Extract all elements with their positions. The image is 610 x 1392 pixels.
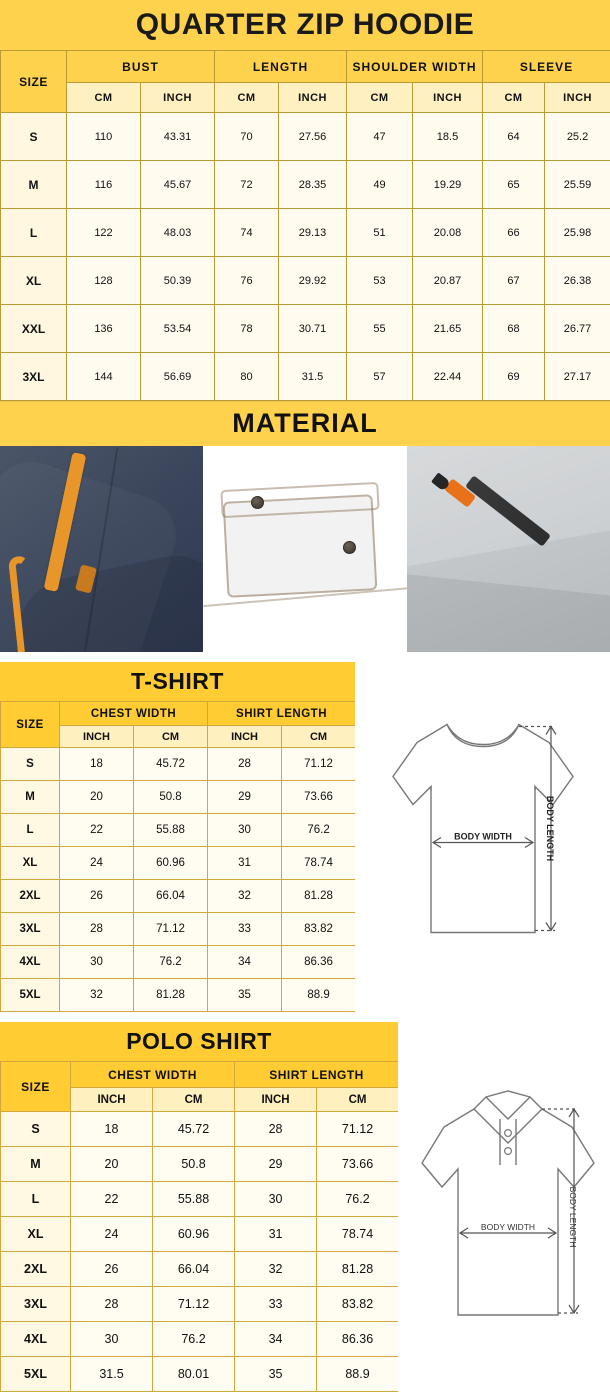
cell: 86.36 [317,1322,399,1357]
cell: 30 [208,814,282,847]
cell: 136 [67,305,141,353]
table-row [1,113,610,161]
polo-size-table [0,1061,399,1392]
cell: 76.2 [153,1322,235,1357]
tan-pocket-snap-photo [203,446,406,652]
cell: 28 [71,1287,153,1322]
cell: 55.88 [134,814,208,847]
hoodie-size-s: S [1,113,67,161]
cell: 28 [60,913,134,946]
cell: 35 [235,1357,317,1392]
table-row [1,1357,399,1392]
cell: 55.88 [153,1182,235,1217]
tshirt-group-header-row [1,702,356,726]
cell: 50.8 [153,1147,235,1182]
cell: 76.2 [134,946,208,979]
cell: 57 [347,353,413,401]
tshirt-group-shirt-length: SHIRT LENGTH [208,702,356,726]
cell: 65 [483,161,545,209]
cell: 83.82 [317,1287,399,1322]
hoodie-group-header-row [1,51,610,83]
tshirt-size-l: L [1,814,60,847]
tshirt-unit-length-cm: CM [282,726,356,748]
hoodie-group-length: LENGTH [215,51,347,83]
tshirt-size-table [0,701,356,1012]
tshirt-unit-chest-inch: INCH [60,726,134,748]
cell: 56.69 [141,353,215,401]
cell: 45.72 [134,748,208,781]
table-row [1,781,356,814]
cell: 29.13 [279,209,347,257]
tshirt-size-5xl: 5XL [1,979,60,1012]
cell: 73.66 [282,781,356,814]
cell: 81.28 [134,979,208,1012]
cell: 45.72 [153,1112,235,1147]
hoodie-title: QUARTER ZIP HOODIE [0,0,610,50]
table-row [1,1322,399,1357]
tshirt-section [0,662,610,1012]
cell: 70 [215,113,279,161]
table-row [1,209,610,257]
tshirt-unit-length-inch: INCH [208,726,282,748]
material-photo-strip [0,446,610,652]
cell: 22 [60,814,134,847]
cell: 26.38 [545,257,610,305]
cell: 83.82 [282,913,356,946]
fabric-shadow [407,574,610,652]
tshirt-diagram-wrap [355,662,610,1012]
cell: 27.56 [279,113,347,161]
cell: 28 [208,748,282,781]
section-divider [0,652,610,662]
cell: 80.01 [153,1357,235,1392]
cell: 30 [60,946,134,979]
cell: 68 [483,305,545,353]
cell: 18 [71,1112,153,1147]
polo-size-4xl: 4XL [1,1322,71,1357]
cell: 26.77 [545,305,610,353]
cell: 32 [208,880,282,913]
table-row [1,913,356,946]
cell: 25.59 [545,161,610,209]
hoodie-size-header: SIZE [1,51,67,113]
cell: 80 [215,353,279,401]
table-row [1,1112,399,1147]
table-row [1,1252,399,1287]
cell: 32 [235,1252,317,1287]
hoodie-group-shoulder-width: SHOULDER WIDTH [347,51,483,83]
polo-diagram-wrap [398,1022,610,1392]
polo-group-header-row [1,1062,399,1088]
table-row [1,257,610,305]
cell: 64 [483,113,545,161]
cell: 30.71 [279,305,347,353]
polo-size-s: S [1,1112,71,1147]
tshirt-unit-chest-cm: CM [134,726,208,748]
cell: 22 [71,1182,153,1217]
material-title: MATERIAL [0,401,610,446]
hoodie-unit-length-inch: INCH [279,83,347,113]
tshirt-body-length-label: BODY LENGTH [545,796,555,861]
table-row [1,353,610,401]
cell: 33 [208,913,282,946]
table-row [1,748,356,781]
tshirt-size-m: M [1,781,60,814]
polo-size-5xl: 5XL [1,1357,71,1392]
polo-size-2xl: 2XL [1,1252,71,1287]
hoodie-size-m: M [1,161,67,209]
tshirt-table-wrap [0,662,355,1012]
hoodie-size-xl: XL [1,257,67,305]
cell: 31 [208,847,282,880]
cell: 122 [67,209,141,257]
hoodie-unit-bust-inch: INCH [141,83,215,113]
hoodie-unit-sleeve-inch: INCH [545,83,610,113]
polo-unit-length-inch: INCH [235,1088,317,1112]
table-row [1,979,356,1012]
hoodie-size-table [0,50,610,401]
cell: 110 [67,113,141,161]
cell: 51 [347,209,413,257]
cell: 76.2 [282,814,356,847]
cell: 76.2 [317,1182,399,1217]
cell: 53 [347,257,413,305]
cell: 26 [60,880,134,913]
cell: 31.5 [279,353,347,401]
hoodie-unit-shoulder-inch: INCH [413,83,483,113]
polo-size-3xl: 3XL [1,1287,71,1322]
cell: 34 [235,1322,317,1357]
cell: 144 [67,353,141,401]
polo-group-shirt-length: SHIRT LENGTH [235,1062,399,1088]
cell: 29 [235,1147,317,1182]
cell: 55 [347,305,413,353]
cell: 30 [235,1182,317,1217]
table-row [1,161,610,209]
cell: 47 [347,113,413,161]
cell: 31.5 [71,1357,153,1392]
hoodie-group-sleeve: SLEEVE [483,51,610,83]
polo-size-m: M [1,1147,71,1182]
cell: 69 [483,353,545,401]
navy-hoodie-drawstring-photo [0,446,203,652]
polo-section [0,1022,610,1392]
cell: 32 [60,979,134,1012]
hoodie-unit-length-cm: CM [215,83,279,113]
cell: 60.96 [153,1217,235,1252]
polo-title: POLO SHIRT [0,1022,398,1061]
polo-table-wrap [0,1022,398,1392]
cell: 20.87 [413,257,483,305]
cell: 18 [60,748,134,781]
cell: 66 [483,209,545,257]
hoodie-size-3xl: 3XL [1,353,67,401]
polo-group-chest-width: CHEST WIDTH [71,1062,235,1088]
tshirt-size-2xl: 2XL [1,880,60,913]
cell: 28 [235,1112,317,1147]
hoodie-unit-shoulder-cm: CM [347,83,413,113]
cell: 66.04 [153,1252,235,1287]
cell: 20 [71,1147,153,1182]
cell: 66.04 [134,880,208,913]
cell: 78.74 [282,847,356,880]
cell: 78 [215,305,279,353]
hoodie-unit-sleeve-cm: CM [483,83,545,113]
hoodie-size-xxl: XXL [1,305,67,353]
table-row [1,847,356,880]
cell: 116 [67,161,141,209]
cell: 73.66 [317,1147,399,1182]
cell: 27.17 [545,353,610,401]
tshirt-size-4xl: 4XL [1,946,60,979]
polo-size-xl: XL [1,1217,71,1252]
cell: 48.03 [141,209,215,257]
cell: 71.12 [317,1112,399,1147]
cell: 86.36 [282,946,356,979]
table-row [1,880,356,913]
cell: 128 [67,257,141,305]
polo-body-length-label: BODY LENGTH [568,1187,578,1248]
cell: 24 [71,1217,153,1252]
table-row [1,1182,399,1217]
cell: 34 [208,946,282,979]
polo-measure-diagram [398,1022,610,1392]
hoodie-group-bust: BUST [67,51,215,83]
cell: 78.74 [317,1217,399,1252]
polo-body-width-label: BODY WIDTH [481,1222,535,1232]
cell: 81.28 [282,880,356,913]
table-row [1,305,610,353]
tshirt-size-s: S [1,748,60,781]
cell: 30 [71,1322,153,1357]
cell: 29 [208,781,282,814]
cell: 71.12 [153,1287,235,1322]
cell: 18.5 [413,113,483,161]
grey-fleece-pen-photo [407,446,610,652]
cell: 50.8 [134,781,208,814]
cell: 60.96 [134,847,208,880]
hoodie-unit-bust-cm: CM [67,83,141,113]
cell: 81.28 [317,1252,399,1287]
tshirt-size-3xl: 3XL [1,913,60,946]
polo-size-l: L [1,1182,71,1217]
cell: 71.12 [282,748,356,781]
section-divider [0,1012,610,1022]
cell: 67 [483,257,545,305]
cell: 26 [71,1252,153,1287]
cell: 19.29 [413,161,483,209]
cell: 49 [347,161,413,209]
cell: 35 [208,979,282,1012]
cell: 20.08 [413,209,483,257]
table-row [1,814,356,847]
cell: 43.31 [141,113,215,161]
cell: 28.35 [279,161,347,209]
cell: 74 [215,209,279,257]
cell: 25.2 [545,113,610,161]
hoodie-unit-header-row [1,83,610,113]
cell: 88.9 [317,1357,399,1392]
cell: 71.12 [134,913,208,946]
cell: 33 [235,1287,317,1322]
polo-unit-chest-inch: INCH [71,1088,153,1112]
cell: 21.65 [413,305,483,353]
table-row [1,946,356,979]
polo-unit-length-cm: CM [317,1088,399,1112]
tshirt-size-xl: XL [1,847,60,880]
table-row [1,1217,399,1252]
tshirt-group-chest-width: CHEST WIDTH [60,702,208,726]
cell: 72 [215,161,279,209]
cell: 45.67 [141,161,215,209]
cell: 29.92 [279,257,347,305]
tshirt-measure-diagram [355,662,610,1012]
cell: 76 [215,257,279,305]
cell: 88.9 [282,979,356,1012]
tshirt-title: T-SHIRT [0,662,355,701]
table-row [1,1287,399,1322]
cell: 24 [60,847,134,880]
polo-unit-chest-cm: CM [153,1088,235,1112]
polo-size-header: SIZE [1,1062,71,1112]
tshirt-body-width-label: BODY WIDTH [454,832,512,842]
cell: 53.54 [141,305,215,353]
cell: 50.39 [141,257,215,305]
tshirt-size-header: SIZE [1,702,60,748]
cell: 25.98 [545,209,610,257]
cell: 20 [60,781,134,814]
table-row [1,1147,399,1182]
cell: 31 [235,1217,317,1252]
hoodie-size-l: L [1,209,67,257]
cell: 22.44 [413,353,483,401]
